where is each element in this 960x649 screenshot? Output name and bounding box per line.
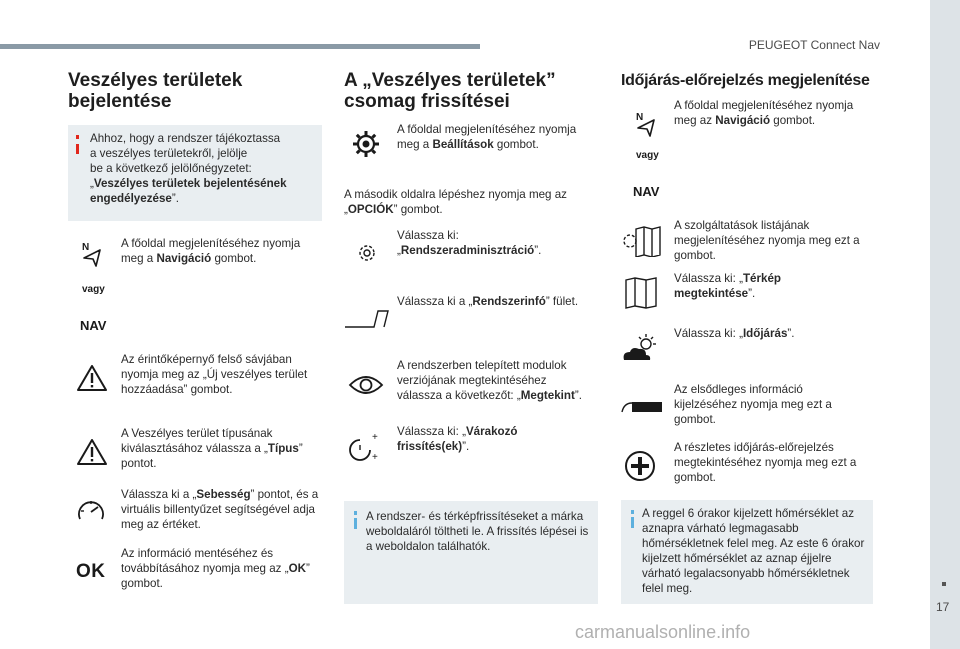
view-eye-icon — [348, 372, 384, 398]
step-text: Az információ mentéséhez és továbbításához nyomja meg az „OK” gombot. — [121, 547, 310, 590]
warning-text: Ahhoz, hogy a rendszer tájékoztassa a veszélyes területekről, jelölje be a következő jelölőnégyzetet: „Veszélyes területek bejelentésének engedélyezése”. — [90, 132, 287, 205]
info-text: A reggel 6 órakor kijelzett hőmérséklet az aznapra várható legmagasabb hőmérsékletnek felel meg. Az este 6 órakor kijelzett hőmérséklet az aznap éjjelre várható legalacsonyabb hőmérsékletnek felel meg. — [642, 507, 865, 595]
step-text: Válassza ki: „Időjárás”. — [674, 327, 795, 340]
info-bar-bottom — [354, 518, 357, 529]
step-text: A főoldal megjelenítéséhez nyomja meg a Beállítások gombot. — [397, 123, 577, 151]
nav-button-label: NAV — [80, 318, 107, 333]
step-text: Válassza ki a „Sebesség” pontot, és a virtuális billentyűzet segítségével adja meg az értéket. — [121, 488, 319, 531]
step-text: Az elsődleges információ kijelzéséhez nyomja meg ezt a gombot. — [674, 383, 832, 426]
weather-icon — [620, 334, 660, 364]
warning-bar-bottom — [76, 144, 79, 154]
or-label: vagy — [82, 284, 105, 295]
step-text: Az érintőképernyő felső sávjában nyomja meg az „Új veszélyes terület hozzáadása” gombot. — [121, 353, 308, 396]
info-bar-top — [354, 511, 357, 515]
step-text: Válassza ki a „Rendszerinfó” fület. — [397, 295, 579, 308]
brand-label: PEUGEOT Connect Nav — [748, 38, 880, 52]
svg-text:+: + — [372, 452, 378, 463]
step-text: Válassza ki: „Térkép megtekintése”. — [674, 272, 781, 300]
step-text: A Veszélyes terület típusának kiválasztásához válassza a „Típus” pontot. — [121, 427, 303, 470]
section-title-weather: Időjárás-előrejelzés megjelenítése — [621, 72, 870, 89]
info-box — [621, 500, 873, 604]
navigation-icon — [78, 240, 108, 270]
services-map-icon — [622, 225, 662, 257]
or-label: vagy — [636, 150, 659, 161]
nav-button-label: NAV — [633, 184, 660, 199]
section-title-package-update: A „Veszélyes területek” csomag frissítései — [344, 70, 556, 112]
step-text: A második oldalra lépéshez nyomja meg az „OPCIÓK” gombot. — [344, 188, 567, 216]
pending-updates-icon — [346, 430, 382, 464]
warning-bar-top — [76, 135, 79, 139]
step-text: Válassza ki: „Rendszeradminisztráció”. — [397, 229, 542, 257]
step-text: A főoldal megjelenítéséhez nyomja meg a Navigáció gombot. — [121, 237, 301, 265]
side-band — [930, 0, 960, 649]
warning-triangle-icon — [76, 364, 108, 392]
watermark: carmanualsonline.info — [575, 622, 751, 642]
step-text: A szolgáltatások listájának megjelenítéséhez nyomja meg ezt a gombot. — [674, 219, 860, 262]
page-number: 17 — [936, 600, 950, 614]
svg-text:+: + — [372, 432, 378, 443]
settings-gear-icon — [352, 130, 380, 158]
speedometer-icon — [76, 497, 106, 523]
svg-text:N: N — [636, 112, 644, 123]
step-text: A rendszerben telepített modulok verziójának megtekintéséhez válassza a következőt: „Megtekint”. — [397, 359, 582, 402]
info-bar-top — [631, 510, 634, 514]
step-text: A főoldal megjelenítéséhez nyomja meg az Navigáció gombot. — [674, 99, 854, 127]
map-view-icon — [624, 276, 658, 310]
info-text: A rendszer- és térképfrissítéseket a márka weboldaláról töltheti le. A frissítés lépései is a weboldalon találhatók. — [366, 510, 589, 553]
ok-button-label: OK — [76, 561, 106, 582]
svg-text:N: N — [82, 242, 90, 253]
warning-triangle-icon — [76, 438, 108, 466]
warning-box — [68, 125, 322, 221]
info-box — [344, 501, 598, 604]
page-marker — [942, 582, 946, 586]
info-bar-bottom — [631, 517, 634, 528]
section-title-hazard-report: Veszélyes területek bejelentése — [68, 70, 243, 112]
add-plus-icon — [624, 450, 656, 482]
step-text: Válassza ki: „Várakozó frissítés(ek)”. — [397, 425, 518, 453]
tab-icon — [344, 309, 390, 329]
info-bar-icon — [620, 400, 662, 414]
navigation-icon — [632, 110, 662, 140]
system-admin-icon — [354, 240, 380, 266]
header-rule — [0, 44, 480, 49]
step-text: A részletes időjárás-előrejelzés megtekintéséhez nyomja meg ezt a gombot. — [674, 441, 857, 484]
